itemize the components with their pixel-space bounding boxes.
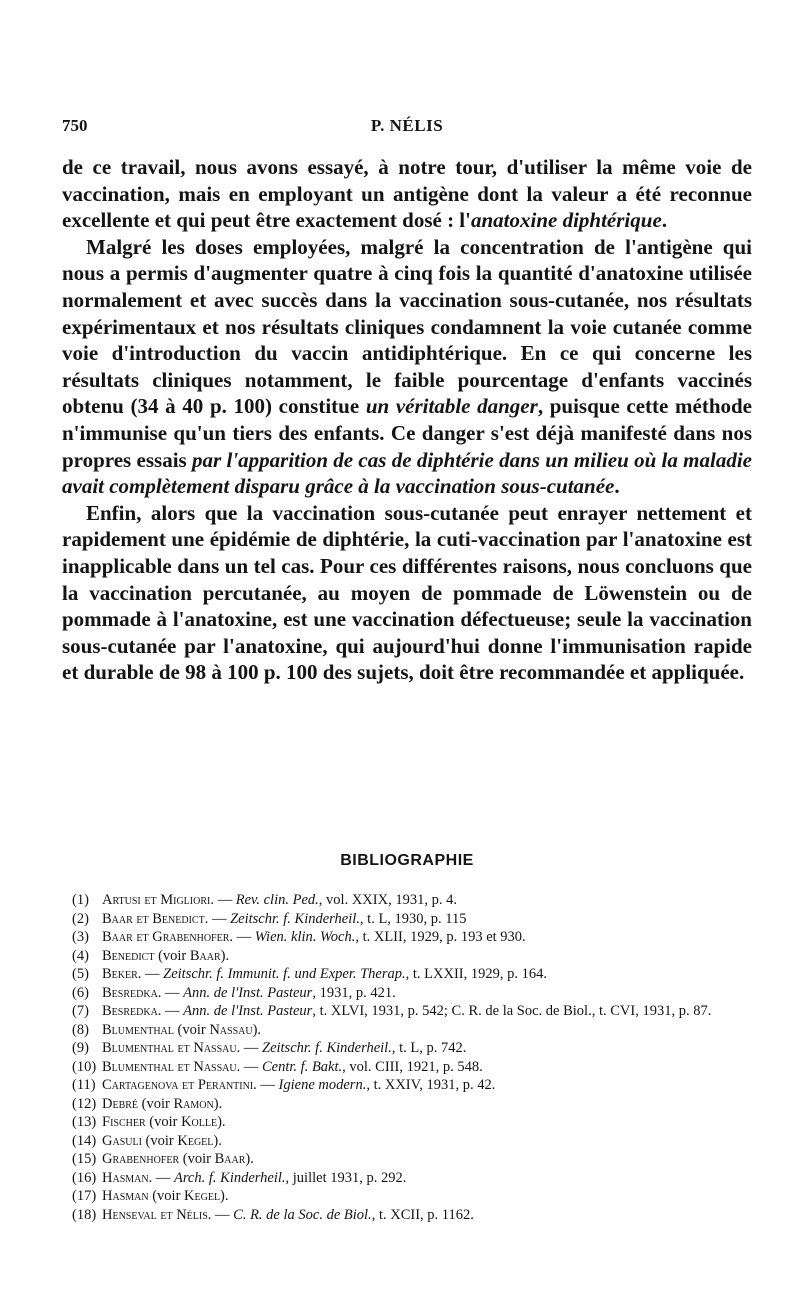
bibliography-entry [62,1021,752,1040]
entry-authors: Beker [102,966,138,982]
entry-separator: . — [137,966,164,982]
entry-details: , t. L, 1930, p. 115 [359,910,467,927]
article-body [62,154,752,686]
entry-authors: Blumenthal et Nassau [102,1040,237,1056]
entry-authors: Blumenthal et Nassau [102,1058,237,1075]
entry-separator: . — [157,984,184,1001]
entry-separator: (voir [148,1188,185,1204]
entry-authors: Besredka [102,1003,158,1019]
entry-details: , t. LXXII, 1929, p. 164. [405,966,547,982]
entry-number: (7) [72,1003,89,1019]
bibliography-entry [62,1058,752,1077]
entry-journal: Zeitschr. f. Kinderheil. [262,1040,392,1056]
entry-details: , t. XLII, 1929, p. 193 et 930. [355,929,526,945]
entry-details: , vol. CIII, 1921, p. 548. [342,1058,483,1075]
entry-authors: Fischer [102,1114,146,1130]
entry-number: (6) [72,984,89,1001]
bibliography-entry [62,1113,752,1132]
entry-details: Kegel). [184,1188,229,1204]
entry-number: (13) [72,1114,97,1130]
entry-separator: . — [253,1077,279,1093]
entry-separator: . — [236,1040,262,1056]
entry-separator: . — [207,1206,234,1223]
bibliography-list [62,891,752,1224]
entry-authors: Henseval et Nélis [102,1206,208,1223]
bibliography-entry [62,947,752,966]
entry-authors: Benedict [102,947,155,964]
bibliography-entry [62,910,752,929]
italic-phrase: un véritable danger [365,394,538,419]
entry-details: Baar). [189,947,230,964]
entry-separator: . — [204,910,231,927]
entry-number: (15) [72,1151,97,1167]
entry-separator: (voir [173,1021,210,1038]
bibliography-entry [62,891,752,910]
bibliography-entry [62,1169,752,1188]
entry-journal: Wien. klin. Woch. [254,929,356,945]
entry-journal: Zeitschr. f. Immunit. f. und Exper. Therap. [163,966,406,982]
entry-journal: Centr. f. Bakt. [262,1058,343,1075]
entry-journal: Zeitschr. f. Kinderheil. [230,910,360,927]
entry-number: (18) [72,1206,97,1223]
entry-authors: Gasuli [102,1132,142,1149]
entry-journal: C. R. de la Soc. de Biol. [233,1206,372,1223]
entry-authors: Baar et Grabenhofer [102,929,230,945]
entry-journal: Arch. f. Kinderheil. [173,1169,286,1186]
entry-details: , t. XXIV, 1931, p. 42. [366,1077,496,1093]
paragraph-continuation: de ce travail, nous avons essayé, à notre tour, d'utiliser la même voie de vaccination, mais en employant un antigène dont la valeur a été reconnue excellente et qui peut être exactement dosé : l'anatoxine diphtérique. [62,155,752,233]
entry-number: (1) [72,892,89,908]
entry-separator: (voir [154,947,190,964]
entry-authors: Debré [102,1095,139,1112]
entry-number: (9) [72,1040,89,1056]
bibliography-entry [62,1206,752,1225]
entry-number: (8) [72,1021,89,1038]
page-number: 750 [62,116,88,135]
bibliography-entry [62,928,752,947]
entry-details: Kolle). [181,1114,226,1130]
entry-authors: Grabenhofer [102,1151,180,1167]
bibliography-entry [62,1039,752,1058]
entry-separator: . — [236,1058,262,1075]
entry-details: , vol. XXIX, 1931, p. 4. [318,892,457,908]
bibliography-title: BIBLIOGRAPHIE [340,852,474,869]
entry-number: (11) [72,1077,96,1093]
entry-journal: Igiene modern. [278,1077,367,1093]
entry-authors: Blumenthal [102,1021,174,1038]
italic-phrase: par l'apparition de cas de diphtérie dans un milieu où la maladie avait complètement disparu grâce à la vaccination sous-cutanée [62,447,752,499]
entry-separator: (voir [138,1095,174,1112]
entry-separator: . — [229,929,255,945]
entry-details: , 1931, p. 421. [312,984,396,1001]
entry-number: (4) [72,947,89,964]
entry-separator: . — [210,892,236,908]
entry-journal: Rev. clin. Ped. [235,892,319,908]
bibliography-entry [62,1076,752,1095]
entry-details: Ramon). [173,1095,223,1112]
entry-authors: Hasman [102,1188,149,1204]
entry-details: Kegel). [177,1132,222,1149]
entry-authors: Besredka [102,984,158,1001]
entry-number: (3) [72,929,89,945]
entry-authors: Cartagenova et Perantini [102,1077,254,1093]
entry-number: (2) [72,910,89,927]
entry-separator: . — [157,1003,184,1019]
entry-authors: Hasman [102,1169,149,1186]
entry-details: , t. XCII, p. 1162. [371,1206,474,1223]
entry-separator: (voir [145,1114,182,1130]
entry-number: (5) [72,966,89,982]
paragraph-results: Malgré les doses employées, malgré la concentration de l'antigène qui nous a permis d'augmenter quatre à cinq fois la quantité d'anatoxine utilisée normalement et avec succès dans la vaccination sous-cutanée, nos résultats expérimentaux et nos résultats cliniques condamnent la voie cutanée comme voie d'introduction du vaccin antidiphtérique. En ce qui concerne les résultats cliniques notamment, le faible pourcentage d'enfants vaccinés obtenu (34 à 40 p. 100) constitue un véritable danger, puisque cette méthode n'immunise qu'un tiers des enfants. Ce danger s'est déjà manifesté dans nos propres essais par l'apparition de cas de diphtérie dans un milieu où la maladie avait complètement disparu grâce à la vaccination sous-cutanée. [62,234,752,499]
bibliography-entry [62,984,752,1003]
bibliography-entry [62,1132,752,1151]
bibliography-entry [62,1095,752,1114]
entry-journal: Ann. de l'Inst. Pasteur [183,984,313,1001]
entry-separator: (voir [179,1151,215,1167]
entry-details: , juillet 1931, p. 292. [285,1169,407,1186]
entry-number: (17) [72,1188,97,1204]
page-header [62,116,752,138]
entry-details: , t. XLVI, 1931, p. 542; C. R. de la Soc. de Biol., t. CVI, 1931, p. 87. [312,1003,712,1019]
bibliography-entry [62,1002,752,1021]
entry-journal: Ann. de l'Inst. Pasteur [183,1003,313,1019]
entry-number: (10) [72,1058,97,1075]
entry-authors: Baar et Benedict [102,910,205,927]
paragraph-conclusion: Enfin, alors que la vaccination sous-cutanée peut enrayer nettement et rapidement une épidémie de diphtérie, la cuti-vaccination par l'anatoxine est inapplicable dans un tel cas. Pour ces différentes raisons, nous concluons que la vaccination percutanée, au moyen de pommade de Löwenstein ou de pommade à l'anatoxine, est une vaccination défectueuse; seule la vaccination sous-cutanée par l'anatoxine, qui aujourd'hui donne l'immunisation rapide et durable de 98 à 100 p. 100 des sujets, doit être recommandée et appliquée. [62,500,752,685]
entry-number: (16) [72,1169,97,1186]
entry-separator: (voir [141,1132,178,1149]
bibliography-entry [62,1187,752,1206]
running-head: P. NÉLIS [370,116,444,135]
entry-details: , t. L, p. 742. [391,1040,467,1056]
entry-details: Nassau). [209,1021,262,1038]
entry-number: (14) [72,1132,97,1149]
bibliography-entry [62,1150,752,1169]
italic-phrase: anatoxine diphtérique [470,208,662,233]
entry-separator: . — [148,1169,174,1186]
entry-details: Baar). [214,1151,254,1167]
entry-authors: Artusi et Migliori [102,892,211,908]
bibliography-entry [62,965,752,984]
entry-number: (12) [72,1095,97,1112]
